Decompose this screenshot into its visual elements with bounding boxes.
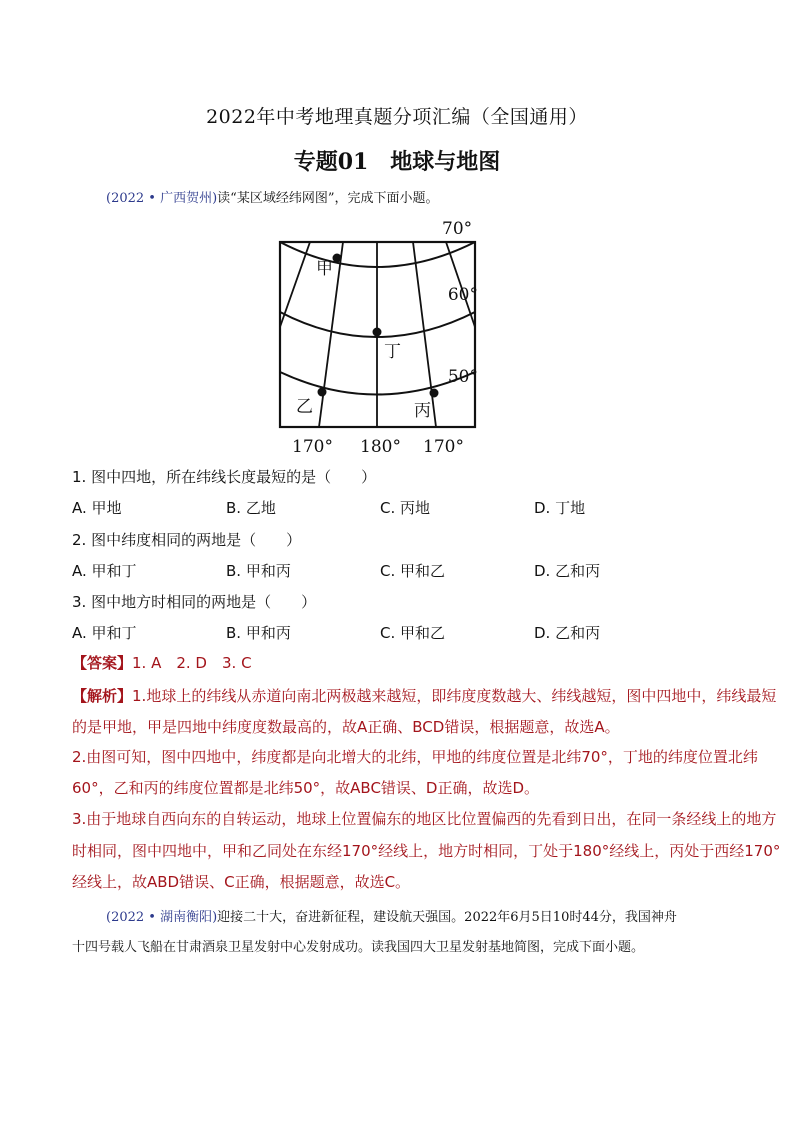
- q1-option-d: D. 丁地: [534, 499, 586, 517]
- analysis-line-5: 3.由于地球自西向东的自转运动，地球上位置偏东的地区比位置偏西的先看到日出，在同一条经线上的地方: [72, 810, 777, 828]
- analysis-line-1: 【解析】1.地球上的纬线从赤道向南北两极越来越短，即纬度度数越大、纬线越短，图中四地中，纬线最短: [72, 687, 777, 705]
- q2-option-c: C. 甲和乙: [380, 562, 446, 580]
- q1-option-b: B. 乙地: [226, 499, 276, 517]
- meridian-w1: [280, 242, 310, 327]
- lat-label-50: 50°: [447, 367, 478, 387]
- point-bing: [430, 389, 439, 398]
- analysis-line-4: 60°，乙和丙的纬度位置都是北纬50°，故ABC错误、D正确，故选D。: [72, 779, 540, 797]
- intro-text: 读“某区域经纬网图”，完成下面小题。: [217, 191, 439, 206]
- lon-label-170e: 170°: [292, 437, 333, 457]
- analysis-line-2: 的是甲地，甲是四地中纬度度数最高的，故A正确、BCD错误，根据题意，故选A。: [72, 718, 620, 736]
- question-intro-2-line-2: 十四号载人飞船在甘肃酒泉卫星发射中心发射成功。读我国四大卫星发射基地简图，完成下面小题。: [72, 940, 645, 955]
- meridian-170w: [413, 242, 436, 427]
- q3-option-d: D. 乙和丙: [534, 624, 601, 642]
- label-ding: 丁: [384, 342, 401, 362]
- source-tag: (2022 • 广西贺州): [106, 191, 218, 206]
- question-1-stem: 1. 图中四地，所在纬线长度最短的是（ ）: [72, 468, 377, 486]
- q1-option-a: A. 甲地: [72, 499, 122, 517]
- q3-option-a: A. 甲和丁: [72, 624, 137, 642]
- point-yi: [318, 388, 327, 397]
- question-intro-2: (2022 • 湖南衡阳)迎接二十大，奋进新征程，建设航天强国。2022年6月5日10时44分，我国神舟: [106, 910, 677, 925]
- q3-option-c: C. 甲和乙: [380, 624, 446, 642]
- lon-label-180: 180°: [360, 437, 401, 457]
- question-2-stem: 2. 图中纬度相同的两地是（ ）: [72, 531, 302, 549]
- document-title: 2022年中考地理真题分项汇编（全国通用）: [206, 106, 588, 128]
- lat-label-70: 70°: [442, 219, 473, 239]
- q1-option-c: C. 丙地: [380, 499, 431, 517]
- q2-option-a: A. 甲和丁: [72, 562, 137, 580]
- lat-label-60: 60°: [447, 285, 478, 305]
- answer-line: [72, 652, 252, 673]
- point-ding: [373, 328, 382, 337]
- source-tag-2: (2022 • 湖南衡阳): [106, 910, 218, 925]
- analysis-line-6: 时相同，图中四地中，甲和乙同处在东经170°经线上，地方时相同，丁处于180°经线上，丙处于西经170°: [72, 842, 781, 860]
- label-bing: 丙: [414, 401, 431, 421]
- topic-title: 专题01 地球与地图: [293, 149, 501, 175]
- analysis-line-3: 2.由图可知，图中四地中，纬度都是向北增大的北纬，甲地的纬度位置是北纬70°，丁地的纬度位置北纬: [72, 748, 758, 766]
- analysis-label: 【解析】: [72, 687, 133, 705]
- answer-label: 【答案】: [72, 654, 133, 672]
- q2-option-d: D. 乙和丙: [534, 562, 601, 580]
- question-intro-1: [106, 187, 438, 206]
- q2-option-b: B. 甲和丙: [226, 562, 291, 580]
- label-jia: 甲: [316, 259, 333, 279]
- question-3-stem: 3. 图中地方时相同的两地是（ ）: [72, 593, 317, 611]
- lon-label-170w: 170°: [423, 437, 464, 457]
- label-yi: 乙: [296, 397, 313, 417]
- graticule-map: [276, 212, 486, 462]
- point-jia: [333, 254, 342, 263]
- q3-option-b: B. 甲和丙: [226, 624, 291, 642]
- answer-text: 1. A 2. D 3. C: [132, 654, 252, 672]
- analysis-line-7: 经线上，故ABD错误、C正确，根据题意，故选C。: [72, 873, 411, 891]
